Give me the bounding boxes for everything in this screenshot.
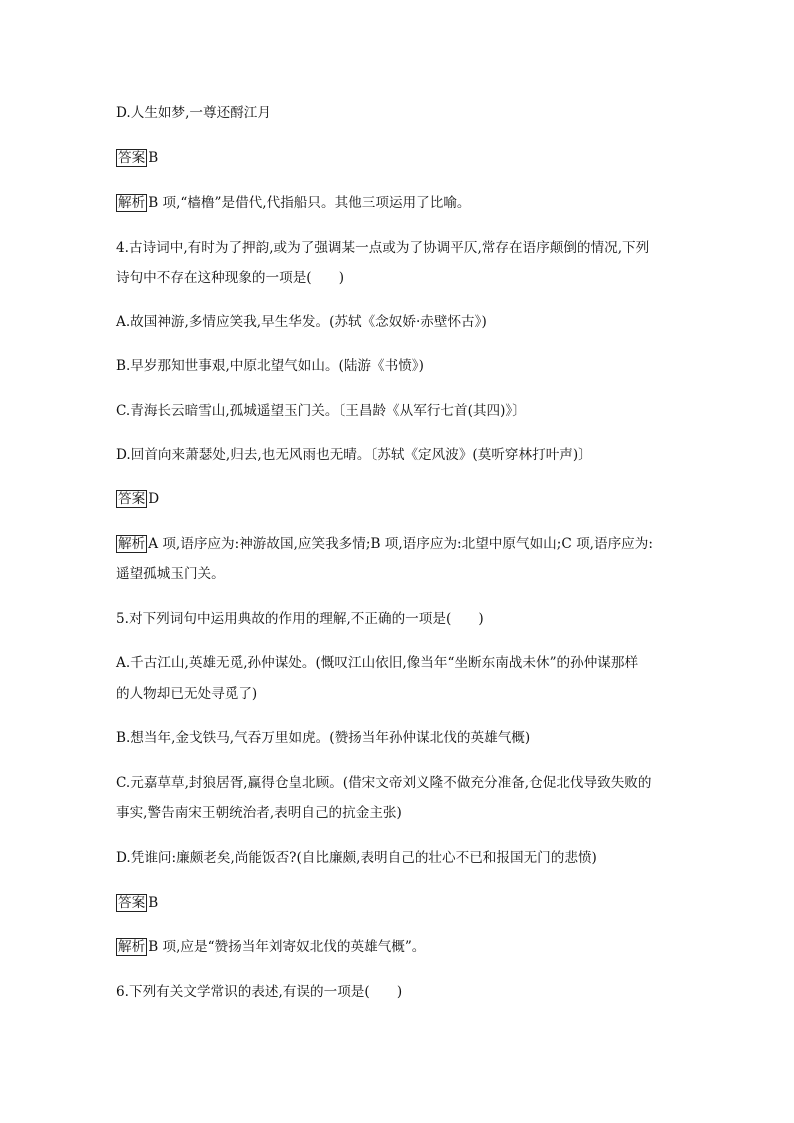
line-text: 5.对下列词句中运用典故的作用的理解,不正确的一项是( ) [116, 611, 484, 627]
explanation-line [116, 193, 686, 213]
question-5-option-c [116, 773, 686, 793]
question-5-option-a [116, 653, 686, 673]
question-6-stem [116, 982, 686, 1002]
line-text: 诗句中不存在这种现象的一项是( ) [116, 270, 345, 286]
option-d-line [116, 103, 686, 123]
question-4-option-b [116, 356, 686, 376]
line-text: D.回首向来萧瑟处,归去,也无风雨也无晴。〔苏轼《定风波》(莫听穿林打叶声)〕 [116, 447, 592, 463]
question-4-stem-cont [116, 268, 686, 288]
line-text: 事实,警告南宋王朝统治者,表明自己的抗金主张) [116, 805, 402, 821]
explanation-line [116, 534, 686, 554]
answer-line [116, 148, 686, 168]
line-text: 6.下列有关文学常识的表述,有误的一项是( ) [116, 984, 403, 1000]
line-text: A.千古江山,英雄无觅,孙仲谋处。(慨叹江山依旧,像当年“坐断东南战未休”的孙仲谋那样 [116, 655, 639, 671]
question-5-option-b [116, 728, 686, 748]
answer-line [116, 489, 686, 509]
question-4-option-a [116, 312, 686, 332]
question-4-option-d [116, 445, 686, 465]
line-text: 的人物却已无处寻觅了) [116, 686, 258, 702]
answer-value: B [148, 895, 159, 911]
explanation-tag: 解析 [118, 939, 146, 955]
question-5-option-c-cont [116, 803, 686, 823]
line-text: A.故国神游,多情应笑我,早生华发。(苏轼《念奴娇·赤壁怀古》) [116, 314, 487, 330]
answer-value: B [148, 150, 159, 166]
question-4-stem [116, 238, 686, 258]
answer-tag: 答案 [118, 491, 146, 507]
answer-tag: 答案 [118, 150, 146, 166]
answer-tag: 答案 [118, 895, 146, 911]
question-5-option-a-cont [116, 684, 686, 704]
line-text: C.青海长云暗雪山,孤城遥望玉门关。〔王昌龄《从军行七首(其四)》〕 [116, 403, 526, 419]
explanation-tag: 解析 [118, 536, 146, 552]
answer-line [116, 893, 686, 913]
question-5-stem [116, 609, 686, 629]
question-5-option-d [116, 848, 686, 868]
line-text: 遥望孤城玉门关。 [116, 566, 225, 582]
explanation-text: B 项,“樯橹”是借代,代指船只。其他三项运用了比喻。 [148, 195, 471, 211]
line-text: D.人生如梦,一尊还酹江月 [116, 105, 271, 121]
line-text: C.元嘉草草,封狼居胥,赢得仓皇北顾。(借宋文帝刘义隆不做充分准备,仓促北伐导致失败的 [116, 775, 652, 791]
question-4-option-c [116, 401, 686, 421]
explanation-text: B 项,应是“赞扬当年刘寄奴北伐的英雄气概”。 [148, 939, 426, 955]
line-text: D.凭谁问:廉颇老矣,尚能饭否?(自比廉颇,表明自己的壮心不已和报国无门的悲愤) [116, 850, 597, 866]
explanation-line [116, 937, 686, 957]
line-text: 4.古诗词中,有时为了押韵,或为了强调某一点或为了协调平仄,常存在语序颠倒的情况,下列 [116, 240, 650, 256]
explanation-text: A 项,语序应为:神游故国,应笑我多情;B 项,语序应为:北望中原气如山;C 项,语序应为: [148, 536, 653, 552]
explanation-line-cont [116, 564, 686, 584]
answer-value: D [148, 491, 160, 507]
line-text: B.想当年,金戈铁马,气吞万里如虎。(赞扬当年孙仲谋北伐的英雄气概) [116, 730, 531, 746]
explanation-tag: 解析 [118, 195, 146, 211]
line-text: B.早岁那知世事艰,中原北望气如山。(陆游《书愤》) [116, 358, 424, 374]
